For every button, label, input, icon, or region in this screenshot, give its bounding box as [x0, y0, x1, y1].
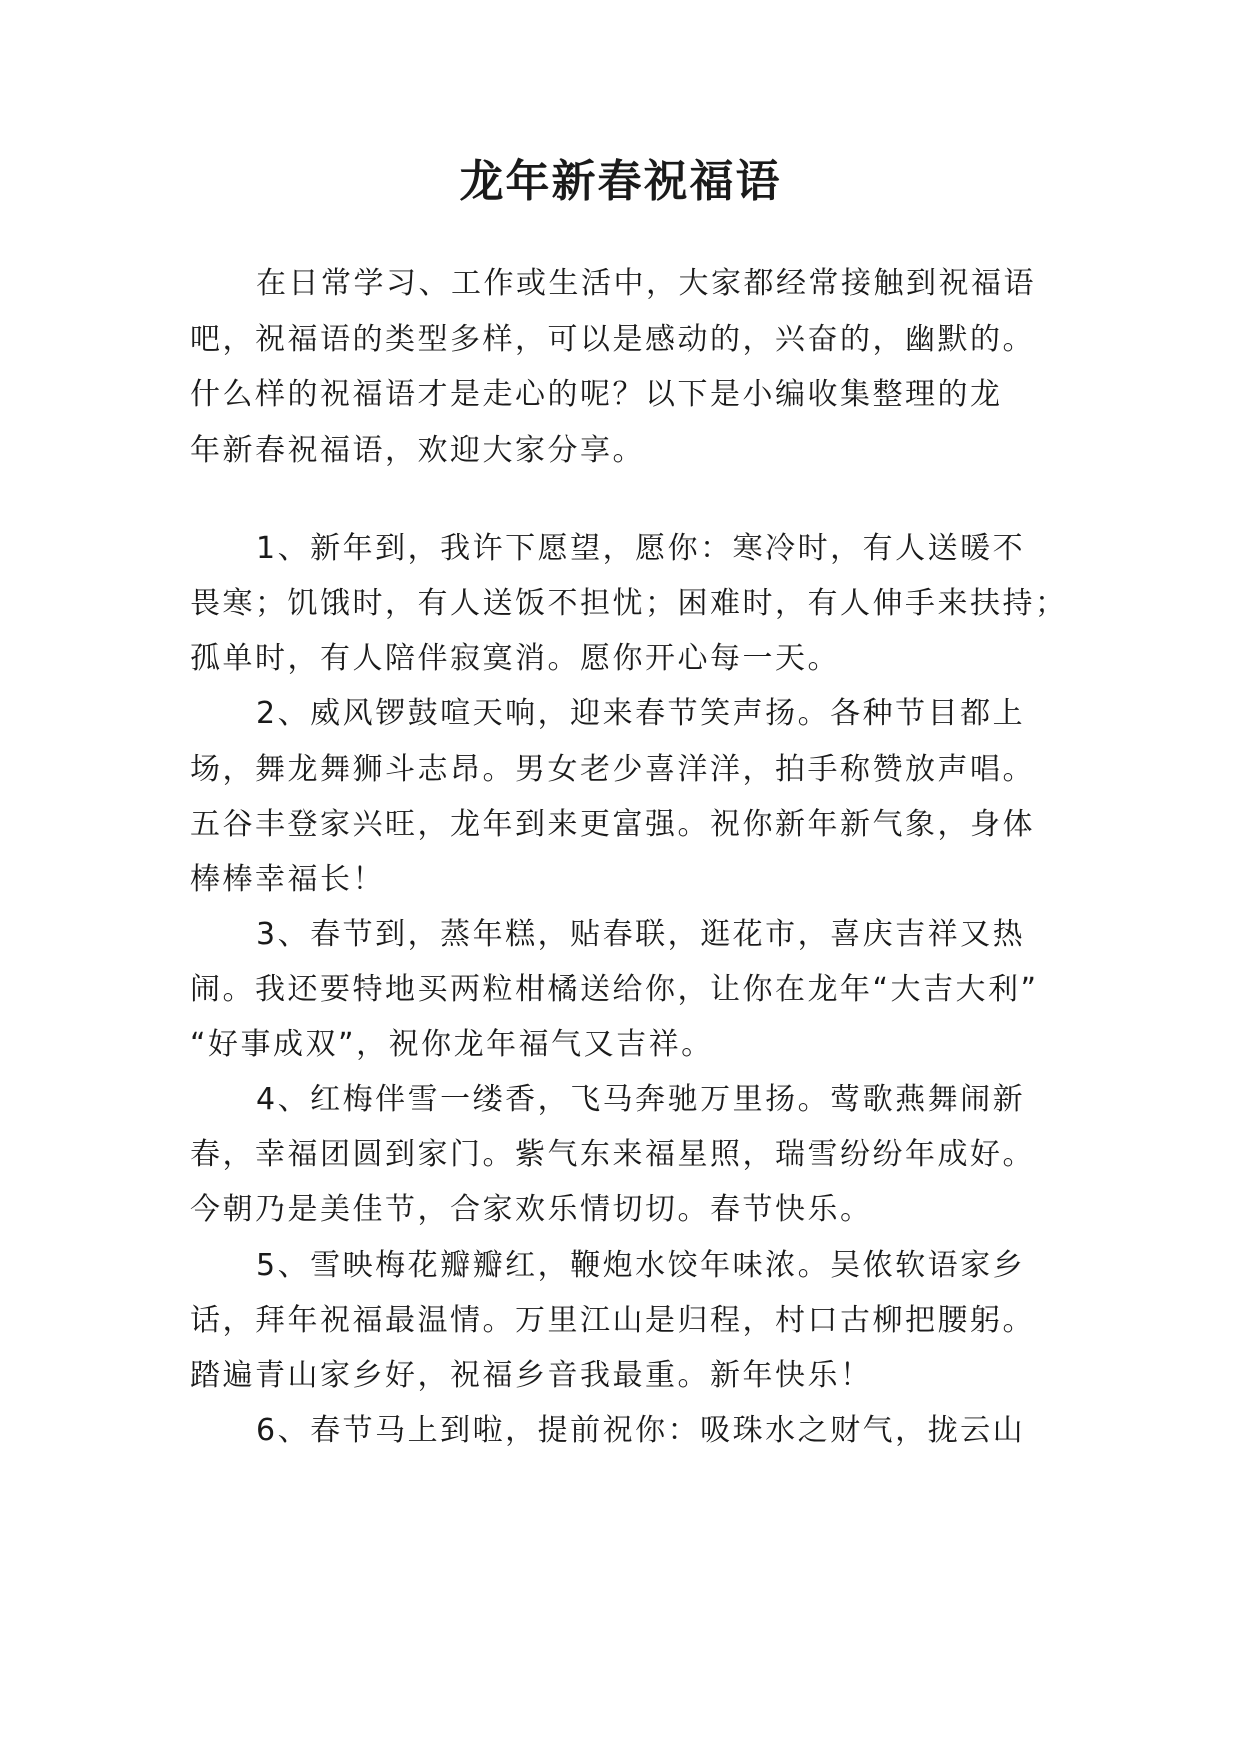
greeting-line: 孤单时，有人陪伴寂寞消。愿你开心每一天。 [190, 641, 840, 676]
intro-line: 什么样的祝福语才是走心的呢？以下是小编收集整理的龙 [190, 377, 1003, 412]
intro-line: 年新春祝福语，欢迎大家分享。 [190, 433, 645, 468]
greeting-line: 5、雪映梅花瓣瓣红，鞭炮水饺年味浓。吴侬软语家乡 [256, 1248, 1026, 1283]
greeting-line: 棒棒幸福长！ [190, 862, 385, 897]
greeting-line: 畏寒；饥饿时，有人送饭不担忧；困难时，有人伸手来扶持； [190, 586, 1068, 621]
document-title: 龙年新春祝福语 [459, 156, 782, 207]
greeting-line: 春，幸福团圆到家门。紫气东来福星照，瑞雪纷纷年成好。 [190, 1137, 1035, 1172]
greeting-line: 2、威风锣鼓喧天响，迎来春节笑声扬。各种节目都上 [256, 696, 1026, 731]
greeting-line: 踏遍青山家乡好，祝福乡音我最重。新年快乐！ [190, 1358, 873, 1393]
intro-line: 吧，祝福语的类型多样，可以是感动的，兴奋的，幽默的。 [190, 322, 1035, 357]
intro-line: 在日常学习、工作或生活中，大家都经常接触到祝福语 [256, 266, 1036, 301]
greeting-line: 闹。我还要特地买两粒柑橘送给你，让你在龙年“大吉大利” [190, 972, 1039, 1007]
greeting-line: 4、红梅伴雪一缕香，飞马奔驰万里扬。莺歌燕舞闹新 [256, 1082, 1026, 1117]
greeting-line: 6、春节马上到啦，提前祝你：吸珠水之财气，拢云山 [256, 1413, 1026, 1448]
greeting-line: “好事成双”，祝你龙年福气又吉祥。 [190, 1027, 714, 1062]
greeting-line: 五谷丰登家兴旺，龙年到来更富强。祝你新年新气象，身体 [190, 807, 1035, 842]
greeting-line: 1、新年到，我许下愿望，愿你：寒冷时，有人送暖不 [256, 531, 1026, 566]
greeting-line: 今朝乃是美佳节，合家欢乐情切切。春节快乐。 [190, 1192, 873, 1227]
greeting-line: 场，舞龙舞狮斗志昂。男女老少喜洋洋，拍手称赞放声唱。 [190, 752, 1035, 787]
greeting-line: 3、春节到，蒸年糕，贴春联，逛花市，喜庆吉祥又热 [256, 917, 1026, 952]
greeting-line: 话，拜年祝福最温情。万里江山是归程，村口古柳把腰躬。 [190, 1303, 1035, 1338]
